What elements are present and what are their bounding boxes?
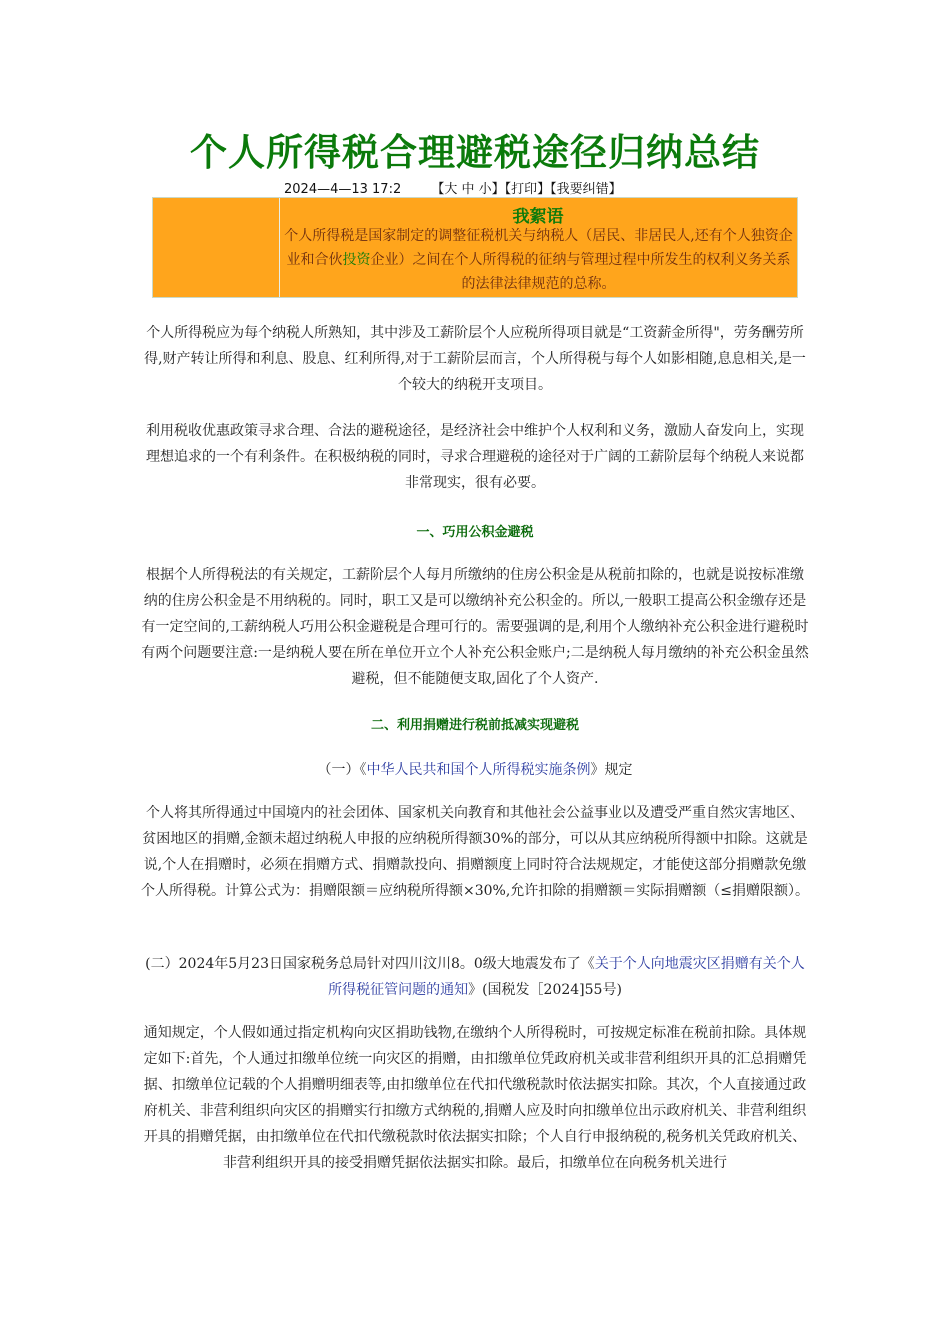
intro-box-heading: 我絮语: [512, 207, 564, 227]
subsection-2-prefix: (二）2024年5月23日国家税务总局针对四川汶川8。0级大地震发布了《: [145, 956, 595, 972]
section-heading-2: 二、利用捐赠进行税前抵减实现避税: [370, 718, 579, 733]
intro-box: [152, 197, 798, 298]
paragraph-5: 通知规定，个人假如通过指定机构向灾区捐助钱物,在缴纳个人所得税时，可按规定标准在税前扣除。具体规定如下:首先，个人通过扣缴单位统一向灾区的捐赠，由扣缴单位凭政府机关或非营利组织开具的汇总捐赠凭据、扣缴单位记载的个人捐赠明细表等,由扣缴单位在代扣代缴税款时依法据实扣除。其次，个人直接通过政府机关、非营利组织向灾区的捐赠实行扣缴方式纳税的,捐赠人应及时向扣缴单位出示政府机关、非营利组织开具的捐赠凭据，由扣缴单位在代扣代缴税款时依法据实扣除；个人自行申报纳税的,税务机关凭政府机关、非营利组织开具的接受捐赠凭据依法据实扣除。最后，扣缴单位在向税务机关进行: [143, 1025, 807, 1171]
subsection-2-suffix: 》(国税发［2024]55号): [468, 982, 622, 998]
notice-link[interactable]: 关于个人向地震灾区捐赠有关个人所得税征管问题的通知: [328, 956, 805, 998]
page-title: 个人所得税合理避税途径归纳总结: [190, 131, 760, 174]
subsection-1: [140, 757, 810, 783]
intro-text-b: 企业）之间在个人所得税的征纳与管理过程中所发生的权利义务关系的法律法律规范的总称。: [370, 252, 791, 292]
subsection-1-suffix: 》规定: [590, 762, 633, 778]
subsection-2: [140, 951, 810, 1003]
print-link[interactable]: 【打印】: [504, 182, 551, 197]
paragraph-3: 根据个人所得税法的有关规定，工薪阶层个人每月所缴纳的住房公积金是从税前扣除的，也就是说按标准缴纳的住房公积金是不用纳税的。同时，职工又是可以缴纳补充公积金的。所以,一般职工提高公积金缴存还是有一定空间的,工薪纳税人巧用公积金避税是合理可行的。需要强调的是,利用个人缴纳补充公积金进行避税时有两个问题要注意:一是纳税人要在所在单位开立个人补充公积金账户;二是纳税人每月缴纳的补充公积金虽然避税，但不能随便支取,固化了个人资产.: [141, 567, 809, 687]
paragraph-4: 个人将其所得通过中国境内的社会团体、国家机关向教育和其他社会公益事业以及遭受严重自然灾害地区、贫困地区的捐赠,金额未超过纳税人申报的应纳税所得额30%的部分，可以从其应纳税所得额中扣除。这就是说,个人在捐赠时，必须在捐赠方式、捐赠款投向、捐赠额度上同时符合法规规定，才能使这部分捐赠款免缴个人所得税。计算公式为：捐赠限额＝应纳税所得额×30%,允许扣除的捐赠额＝实际捐赠额（≤捐赠限额）。: [140, 805, 810, 899]
section-heading-1: 一、巧用公积金避税: [416, 525, 534, 540]
publish-date: 2024—4—13 17:2: [284, 182, 402, 197]
paragraph-1: 个人所得税应为每个纳税人所熟知，其中涉及工薪阶层个人应税所得项目就是“工资薪金所得"，劳务酬劳所得,财产转让所得和利息、股息、红利所得,对于工薪阶层而言，个人所得税与每个人如影相随,息息相关,是一个较大的纳税开支项目。: [144, 325, 806, 393]
paragraph-2: 利用税收优惠政策寻求合理、合法的避税途径，是经济社会中维护个人权利和义务，激励人奋发向上，实现理想追求的一个有利条件。在积极纳税的同时，寻求合理避税的途径对于广阔的工薪阶层每个纳税人来说都非常现实，很有必要。: [146, 423, 804, 491]
intro-text-a: 个人所得税是国家制定的调整征税机关与纳税人（居民、非居民人,还有个人独资企业和合伙: [284, 228, 793, 268]
regulation-link[interactable]: 中华人民共和国个人所得税实施条例: [366, 762, 591, 778]
report-error-link[interactable]: 【我要纠错】: [550, 182, 622, 197]
subsection-1-prefix: （一）《: [317, 762, 367, 778]
intro-text-highlight: 投资: [342, 252, 371, 268]
font-size-link[interactable]: 【大 中 小】: [431, 182, 505, 197]
intro-box-text: [282, 224, 795, 296]
article-meta: [284, 178, 622, 197]
